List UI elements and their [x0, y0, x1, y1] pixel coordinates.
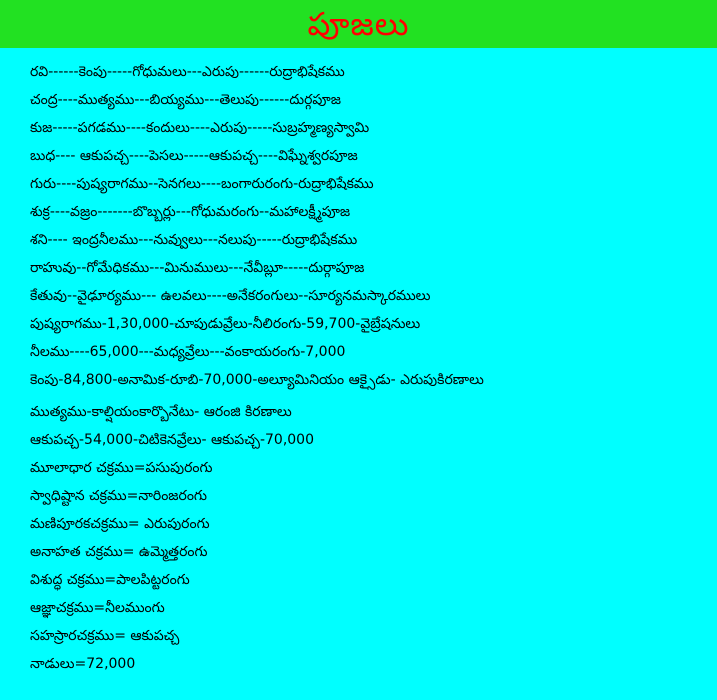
text-line-1: రవి------కెంపు-----గోధుమలు---ఎరుపు------రుద్రాభిషేకము — [30, 64, 345, 80]
text-line-21: సహస్రారచక్రము= ఆకుపచ్చ — [30, 628, 180, 644]
text-line-14: ఆకుపచ్చ-54,000-చిటికెనవ్రేలు- ఆకుపచ్చ-70,000 — [30, 432, 314, 448]
page-title: పూజలు — [307, 5, 410, 43]
text-line-15: మూలాధార చక్రము=పసుపురంగు — [30, 460, 213, 476]
text-line-12: కెంపు-84,800-అనామిక-రూబి-70,000-అల్యూమినియం ఆక్సైడు- ఎరుపుకిరణాలు — [30, 372, 484, 388]
text-line-9: కేతువు--వైఢూర్యము--- ఉలవలు----అనేకరంగులు--సూర్యనమస్కారములు — [30, 288, 431, 304]
text-line-3: కుజ-----పగడము----కందులు----ఎరుపు-----సుబ్రహ్మణ్యస్వామి — [30, 120, 370, 136]
text-line-11: నీలము----65,000---మధ్యవ్రేలు---వంకాయరంగు-7,000 — [30, 344, 346, 360]
text-line-4: బుధ---- ఆకుపచ్చ----పెసలు-----ఆకుపచ్చ----విఘ్నేశ్వరపూజ — [30, 148, 358, 164]
text-line-16: స్వాధిష్టాన చక్రము=నారింజరంగు — [30, 488, 207, 504]
title-banner — [0, 0, 717, 48]
text-line-8: రాహువు--గోమేధికము---మినుములు---నేవీబ్లూ-----దుర్గాపూజ — [30, 260, 365, 276]
text-line-13: ముత్యము-కాల్షియంకార్బొనేటు- ఆరంజి కిరణాలు — [30, 404, 292, 420]
text-line-10: పుష్యరాగము-1,30,000-చూపుడువ్రేలు-నీలిరంగు-59,700-వైబ్రేషనులు — [30, 316, 421, 332]
text-line-18: అనాహత చక్రము= ఉమ్మెత్తరంగు — [30, 544, 208, 560]
text-line-6: శుక్ర----వజ్రం-------బొబ్బర్లు---గోధుమరంగు--మహాలక్ష్మీపూజ — [30, 204, 351, 220]
text-line-2: చంద్ర----ముత్యము---బియ్యము---తెలుపు------దుర్గపూజ — [30, 92, 341, 108]
text-line-20: ఆజ్ఞాచక్రము=నీలముంగు — [30, 600, 165, 616]
text-line-17: మణిపూరకచక్రము= ఎరుపురంగు — [30, 516, 210, 532]
text-line-5: గురు----పుష్యరాగము--సెనగలు----బంగారురంగు-రుద్రాభిషేకము — [30, 176, 374, 192]
text-line-22: నాడులు=72,000 — [30, 656, 136, 672]
text-line-19: విశుద్ధ చక్రము=పాలపిట్టరంగు — [30, 572, 190, 588]
text-line-7: శని---- ఇంద్రనీలము---నువ్వులు---నలుపు-----రుద్రాభిషేకము — [30, 232, 358, 248]
